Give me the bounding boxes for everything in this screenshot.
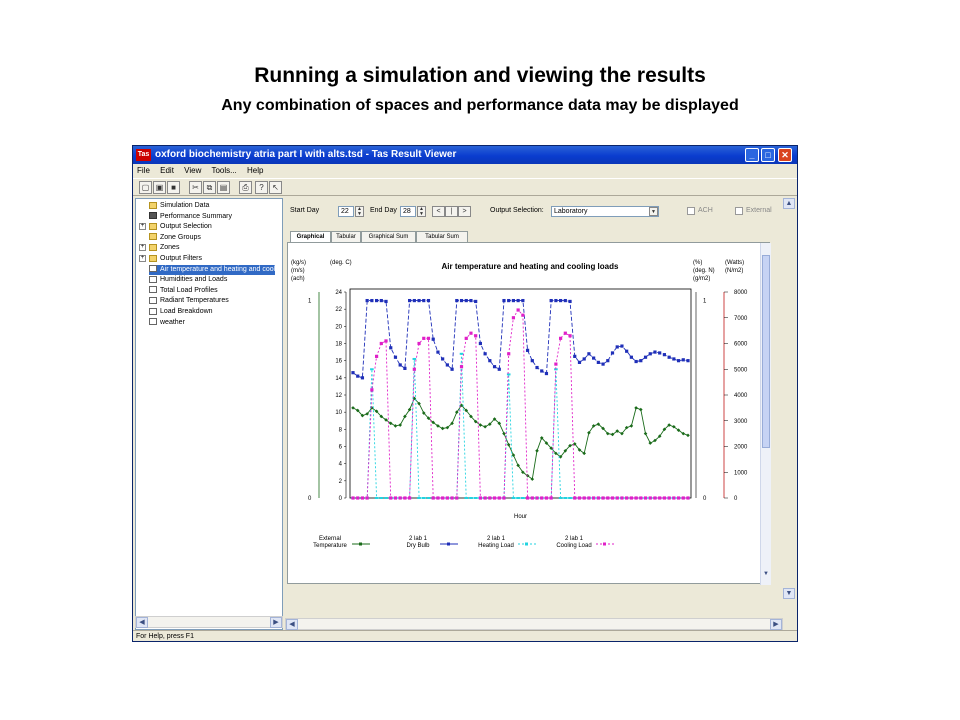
cooling-load-point — [380, 342, 383, 345]
cooling-load-point — [484, 496, 487, 499]
dry-bulb-point — [384, 300, 387, 303]
dry-bulb-point — [601, 363, 604, 366]
cooling-load-point — [682, 496, 685, 499]
menu-view[interactable]: View — [184, 166, 202, 175]
tree-item[interactable] — [149, 201, 209, 211]
dry-bulb-point — [479, 342, 482, 345]
dry-bulb-point — [672, 357, 675, 360]
dry-bulb-point — [413, 299, 416, 302]
tree-item[interactable] — [149, 296, 229, 306]
dry-bulb-point — [361, 376, 364, 379]
tree-item[interactable] — [149, 212, 232, 222]
cooling-load-point — [356, 496, 359, 499]
chart-icon — [149, 308, 157, 315]
cooling-load-point — [677, 496, 680, 499]
tree-item[interactable] — [149, 243, 179, 253]
tree-item[interactable] — [149, 286, 218, 296]
tree-item-label: Performance Summary — [160, 212, 232, 220]
dry-bulb-point — [554, 299, 557, 302]
cooling-load-point — [644, 496, 647, 499]
tab-tabular[interactable]: Tabular — [331, 231, 361, 243]
cooling-load-point — [672, 496, 675, 499]
dry-bulb-point — [559, 299, 562, 302]
dry-bulb-point — [578, 361, 581, 364]
summary-icon — [149, 212, 157, 219]
left-units-label: (kg/s) — [291, 260, 306, 266]
cooling-load-point — [488, 496, 491, 499]
dry-bulb-point — [507, 299, 510, 302]
cooling-load-point — [658, 496, 661, 499]
temperature-tick-label: 12 — [335, 393, 342, 399]
cooling-load-point — [564, 332, 567, 335]
dry-bulb-point — [521, 299, 524, 302]
dry-bulb-point — [620, 344, 623, 347]
tree-item-label: Total Load Profiles — [160, 286, 218, 294]
right-units-label: (Watts) — [725, 260, 745, 266]
cooling-load-point — [366, 496, 369, 499]
dry-bulb-point — [634, 360, 637, 363]
legend-swatch-marker — [603, 543, 606, 546]
scroll-right-icon[interactable]: ▶ — [270, 617, 282, 628]
cooling-load-point — [512, 316, 515, 319]
end-day-label: End Day — [370, 207, 397, 214]
cooling-load-point — [634, 496, 637, 499]
status-bar: For Help, press F1 — [133, 630, 797, 641]
dry-bulb-point — [668, 356, 671, 359]
slide-subtitle: Any combination of spaces and performance data may be displayed — [221, 97, 739, 114]
dry-bulb-point — [517, 299, 520, 302]
temperature-tick-label: 8 — [338, 427, 342, 434]
save-icon[interactable]: ■ — [167, 181, 180, 194]
dry-bulb-point — [677, 359, 680, 362]
cooling-load-point — [446, 496, 449, 499]
cooling-load-point — [653, 496, 656, 499]
cooling-load-point — [630, 496, 633, 499]
dry-bulb-point — [568, 300, 571, 303]
tas-app-icon: Tas — [136, 149, 151, 161]
dry-bulb-point — [630, 356, 633, 359]
folder-icon — [149, 223, 157, 230]
legend-label-line2: Temperature — [313, 543, 347, 549]
cooling-load-point — [375, 355, 378, 358]
dry-bulb-point — [502, 299, 505, 302]
tree-item-label: Output Filters — [160, 255, 203, 262]
cooling-load-point — [517, 308, 520, 311]
dry-bulb-point — [441, 357, 444, 360]
dry-bulb-point — [531, 359, 534, 362]
cooling-load-point — [649, 496, 652, 499]
dry-bulb-point — [450, 368, 453, 371]
dry-bulb-point — [403, 367, 406, 370]
next-period-icon[interactable]: > — [458, 206, 471, 217]
results-horizontal-scrollbar[interactable] — [285, 618, 783, 630]
dry-bulb-point — [573, 355, 576, 358]
legend-label-line1: External — [318, 536, 342, 542]
dry-bulb-point — [587, 352, 590, 355]
dry-bulb-point — [455, 299, 458, 302]
context-help-icon[interactable]: ↖ — [269, 181, 282, 194]
scroll-left-icon[interactable]: ◀ — [136, 617, 148, 628]
folder-icon — [149, 233, 157, 240]
cooling-load-point — [521, 314, 524, 317]
output-tree — [135, 198, 283, 630]
cooling-load-point — [663, 496, 666, 499]
dry-bulb-point — [493, 365, 496, 368]
temperature-tick-label: 18 — [335, 341, 342, 348]
dry-bulb-point — [653, 350, 656, 353]
start-day-label: Start Day — [290, 207, 320, 214]
results-scroll-left-icon[interactable]: ◀ — [286, 619, 298, 630]
dry-bulb-point — [592, 356, 595, 359]
dry-bulb-point — [408, 299, 411, 302]
cooling-load-point — [450, 496, 453, 499]
right-units-label: (g/m2) — [693, 276, 711, 282]
minimize-icon[interactable]: _ — [745, 148, 759, 162]
dry-bulb-point — [663, 353, 666, 356]
cooling-load-point — [370, 388, 373, 391]
end-day-spinner[interactable]: ▲ ▼ — [417, 206, 426, 217]
dry-bulb-point — [597, 361, 600, 364]
end-day-input[interactable]: 28 — [400, 206, 416, 217]
left-units-label: (ach) — [291, 276, 305, 282]
folder-icon — [149, 255, 157, 262]
dry-bulb-point — [351, 371, 354, 374]
chart-scroll-thumb[interactable] — [762, 255, 770, 448]
window-title: oxford biochemistry atria part I with alts.tsd - Tas Result Viewer — [155, 149, 457, 160]
dry-bulb-point — [686, 359, 689, 362]
legend-label-line1: 2 lab 1 — [564, 536, 584, 542]
dry-bulb-point — [498, 368, 501, 371]
temperature-tick-label: 4 — [338, 461, 342, 468]
cooling-load-point — [493, 496, 496, 499]
watts-tick-label: 2000 — [734, 444, 748, 451]
chart-svg — [288, 243, 771, 585]
cooling-load-point — [502, 496, 505, 499]
watts-tick-label: 6000 — [734, 341, 748, 348]
new-icon[interactable]: ▢ — [139, 181, 152, 194]
cooling-load-point — [597, 496, 600, 499]
folder-icon — [149, 244, 157, 251]
watts-tick-label: 5000 — [734, 367, 748, 374]
outer-right-tick-label: 1 — [703, 298, 707, 305]
outer-left-tick-label: 0 — [308, 496, 312, 502]
cooling-load-point — [639, 496, 642, 499]
watts-tick-label: 1000 — [734, 470, 748, 477]
tree-expander-icon[interactable]: + — [140, 223, 145, 230]
cooling-load-point — [465, 337, 468, 340]
cooling-load-point — [361, 496, 364, 499]
dry-bulb-point — [366, 299, 369, 302]
cooling-load-point — [535, 496, 538, 499]
start-day-input[interactable]: 22 — [338, 206, 354, 217]
output-selection-label: Output Selection: — [490, 207, 544, 214]
start-day-spinner[interactable]: ▲ ▼ — [355, 206, 364, 217]
cooling-load-point — [686, 496, 689, 499]
right-units-label: (deg. N) — [693, 268, 715, 274]
dry-bulb-point — [469, 299, 472, 302]
tree-item-label: Simulation Data — [160, 202, 210, 209]
temperature-tick-label: 20 — [335, 324, 342, 331]
dry-bulb-point — [649, 352, 652, 355]
legend-label-line1: 2 lab 1 — [486, 536, 506, 542]
chart-scroll-down-icon[interactable]: ▼ — [763, 571, 769, 577]
dry-bulb-point — [644, 356, 647, 359]
chart-icon — [149, 265, 157, 272]
right-units-label: (%) — [693, 260, 703, 266]
dry-bulb-point — [436, 350, 439, 353]
cooling-load-point — [413, 368, 416, 371]
temperature-tick-label: 16 — [335, 358, 342, 365]
cooling-load-point — [592, 496, 595, 499]
chart-icon — [149, 318, 157, 325]
scroll-down-icon[interactable]: ▼ — [783, 588, 795, 599]
tree-horizontal-scrollbar[interactable] — [135, 616, 283, 628]
temperature-tick-label: 24 — [335, 290, 342, 296]
dry-bulb-point — [375, 299, 378, 302]
cooling-load-point — [417, 342, 420, 345]
tree-item[interactable] — [149, 275, 227, 285]
cooling-load-point — [479, 496, 482, 499]
watts-tick-label: 8000 — [734, 290, 748, 296]
cooling-load-point — [540, 496, 543, 499]
dry-bulb-point — [611, 351, 614, 354]
tree-item-label: Output Selection — [160, 223, 212, 231]
copy-icon[interactable]: ⧉ — [203, 181, 216, 194]
outer-left-tick-label: 1 — [308, 298, 312, 305]
scroll-up-icon[interactable]: ▲ — [783, 198, 795, 209]
chart-title: Air temperature and heating and cooling loads — [441, 262, 619, 271]
cooling-load-point — [436, 496, 439, 499]
temperature-tick-label: 14 — [335, 375, 342, 382]
chevron-down-icon[interactable]: ▼ — [649, 207, 658, 216]
tree-item-label: Zone Groups — [160, 233, 201, 241]
ach-label: ACH — [698, 207, 713, 214]
tree-item-label: Humidities and Loads — [160, 276, 228, 284]
period-divider-icon[interactable]: | — [445, 206, 458, 217]
output-selection-combo[interactable] — [551, 206, 659, 217]
toolbar — [133, 178, 797, 196]
menu-help[interactable]: Help — [247, 166, 264, 175]
tree-item[interactable] — [149, 318, 185, 328]
menu-tools[interactable]: Tools... — [211, 166, 237, 175]
dry-bulb-point — [639, 359, 642, 362]
ach-checkbox[interactable] — [687, 207, 695, 215]
legend-label-line2: Heating Load — [478, 543, 514, 549]
external-label: External — [746, 207, 772, 214]
paste-icon[interactable]: ▤ — [217, 181, 230, 194]
cooling-load-point — [550, 496, 553, 499]
cooling-load-point — [422, 337, 425, 340]
window-title-bar[interactable] — [133, 146, 797, 164]
db-icon — [149, 202, 157, 209]
help-icon[interactable]: ? — [255, 181, 268, 194]
cooling-load-point — [432, 496, 435, 499]
outer-right-tick-label: 0 — [703, 496, 707, 502]
left-units-label: (deg. C) — [330, 260, 352, 266]
dry-bulb-point — [606, 359, 609, 362]
close-icon[interactable]: ✕ — [778, 148, 792, 162]
menu-bar — [133, 164, 797, 178]
cooling-load-point — [498, 496, 501, 499]
tree-item[interactable] — [149, 307, 213, 317]
tab-graphical[interactable]: Graphical — [290, 231, 331, 243]
watts-tick-label: 0 — [734, 496, 738, 502]
dry-bulb-point — [417, 299, 420, 302]
cooling-load-point — [668, 496, 671, 499]
dry-bulb-point — [370, 299, 373, 302]
temperature-tick-label: 0 — [338, 496, 342, 502]
plot-area — [350, 289, 691, 498]
dry-bulb-point — [356, 375, 359, 378]
cooling-load-point — [554, 363, 557, 366]
watts-tick-label: 4000 — [734, 393, 748, 399]
cooling-load-point — [559, 337, 562, 340]
cooling-load-point — [601, 496, 604, 499]
dry-bulb-point — [616, 345, 619, 348]
tree-item-label: Load Breakdown — [160, 308, 213, 315]
cooling-load-point — [389, 496, 392, 499]
temperature-tick-label: 22 — [335, 307, 342, 314]
cooling-load-point — [455, 496, 458, 499]
dry-bulb-point — [583, 357, 586, 360]
cooling-load-point — [587, 496, 590, 499]
cooling-load-point — [625, 496, 628, 499]
cooling-load-point — [531, 496, 534, 499]
temperature-tick-label: 2 — [338, 478, 342, 485]
slide-title: Running a simulation and viewing the results — [254, 64, 706, 87]
tree-item-label: Air temperature and heating and cool — [160, 265, 276, 273]
legend-swatch-marker — [525, 543, 528, 546]
print-icon[interactable]: ⎙ — [239, 181, 252, 194]
dry-bulb-point — [550, 299, 553, 302]
tab-graphical-sum[interactable]: Graphical Sum — [361, 231, 416, 243]
dry-bulb-point — [432, 338, 435, 341]
menu-file[interactable]: File — [137, 166, 150, 175]
tree-expander-icon[interactable]: + — [140, 255, 145, 261]
dry-bulb-point — [526, 349, 529, 352]
dry-bulb-point — [465, 299, 468, 302]
dry-bulb-point — [625, 350, 628, 353]
cooling-load-point — [568, 334, 571, 337]
temperature-tick-label: 6 — [338, 444, 342, 451]
cooling-load-point — [408, 496, 411, 499]
cooling-load-point — [460, 365, 463, 368]
dry-bulb-point — [658, 351, 661, 354]
external-checkbox[interactable] — [735, 207, 743, 215]
cooling-load-point — [474, 334, 477, 337]
cooling-load-point — [399, 496, 402, 499]
cut-icon[interactable]: ✂ — [189, 181, 202, 194]
tree-item[interactable] — [149, 222, 212, 232]
cooling-load-point — [583, 496, 586, 499]
cooling-load-point — [620, 496, 623, 499]
dry-bulb-point — [682, 358, 685, 361]
dry-bulb-point — [484, 352, 487, 355]
chart-panel — [287, 242, 770, 584]
legend-label-line2: Cooling Load — [556, 543, 592, 549]
cooling-load-point — [441, 496, 444, 499]
cooling-load-point — [384, 339, 387, 342]
open-icon[interactable]: ▣ — [153, 181, 166, 194]
dry-bulb-point — [380, 299, 383, 302]
tree-item[interactable] — [149, 254, 202, 264]
dry-bulb-point — [394, 356, 397, 359]
maximize-icon[interactable]: □ — [761, 148, 775, 162]
watts-tick-label: 3000 — [734, 418, 748, 425]
right-units-label: (N/m2) — [725, 268, 744, 274]
chart-icon — [149, 276, 157, 283]
dry-bulb-point — [540, 369, 543, 372]
dry-bulb-point — [545, 372, 548, 375]
tree-item-label: Zones — [160, 244, 180, 252]
cooling-load-point — [394, 496, 397, 499]
chart-icon — [149, 286, 157, 293]
dry-bulb-point — [422, 299, 425, 302]
menu-edit[interactable]: Edit — [160, 166, 174, 175]
watts-tick-label: 7000 — [734, 315, 748, 322]
tab-tabular-sum[interactable]: Tabular Sum — [416, 231, 468, 243]
cooling-load-point — [507, 352, 510, 355]
dry-bulb-point — [460, 299, 463, 302]
dry-bulb-point — [399, 363, 402, 366]
cooling-load-point — [611, 496, 614, 499]
tree-item[interactable] — [149, 265, 275, 275]
legend-label-line2: Dry Bulb — [406, 543, 430, 549]
cooling-load-point — [573, 496, 576, 499]
dry-bulb-point — [389, 346, 392, 349]
results-scroll-right-icon[interactable]: ▶ — [770, 619, 782, 630]
cooling-load-point — [427, 337, 430, 340]
dry-bulb-point — [564, 299, 567, 302]
dry-bulb-point — [512, 299, 515, 302]
tree-item-label: weather — [160, 318, 185, 326]
tree-item-label: Radiant Temperatures — [160, 297, 229, 305]
cooling-load-point — [606, 496, 609, 499]
output-selection-value: Laboratory — [554, 208, 588, 215]
cooling-load-point — [545, 496, 548, 499]
cooling-load-point — [526, 496, 529, 499]
dry-bulb-point — [535, 366, 538, 369]
left-units-label: (m/s) — [291, 268, 305, 274]
dry-bulb-point — [427, 299, 430, 302]
cooling-load-point — [578, 496, 581, 499]
tree-item[interactable] — [149, 233, 201, 243]
x-axis-label: Hour — [513, 514, 528, 520]
cooling-load-point — [616, 496, 619, 499]
legend-swatch-marker — [447, 543, 450, 546]
tree-expander-icon[interactable]: + — [140, 244, 145, 251]
temperature-tick-label: 10 — [335, 410, 342, 417]
cooling-load-point — [403, 496, 406, 499]
previous-period-icon[interactable]: < — [432, 206, 445, 217]
chart-icon — [149, 297, 157, 304]
legend-swatch-marker — [359, 543, 362, 546]
dry-bulb-point — [474, 300, 477, 303]
cooling-load-point — [469, 332, 472, 335]
legend-label-line1: 2 lab 1 — [408, 536, 428, 542]
chart-vertical-scrollbar[interactable] — [760, 243, 771, 585]
cooling-load-point — [351, 496, 354, 499]
dry-bulb-point — [446, 363, 449, 366]
dry-bulb-point — [488, 359, 491, 362]
